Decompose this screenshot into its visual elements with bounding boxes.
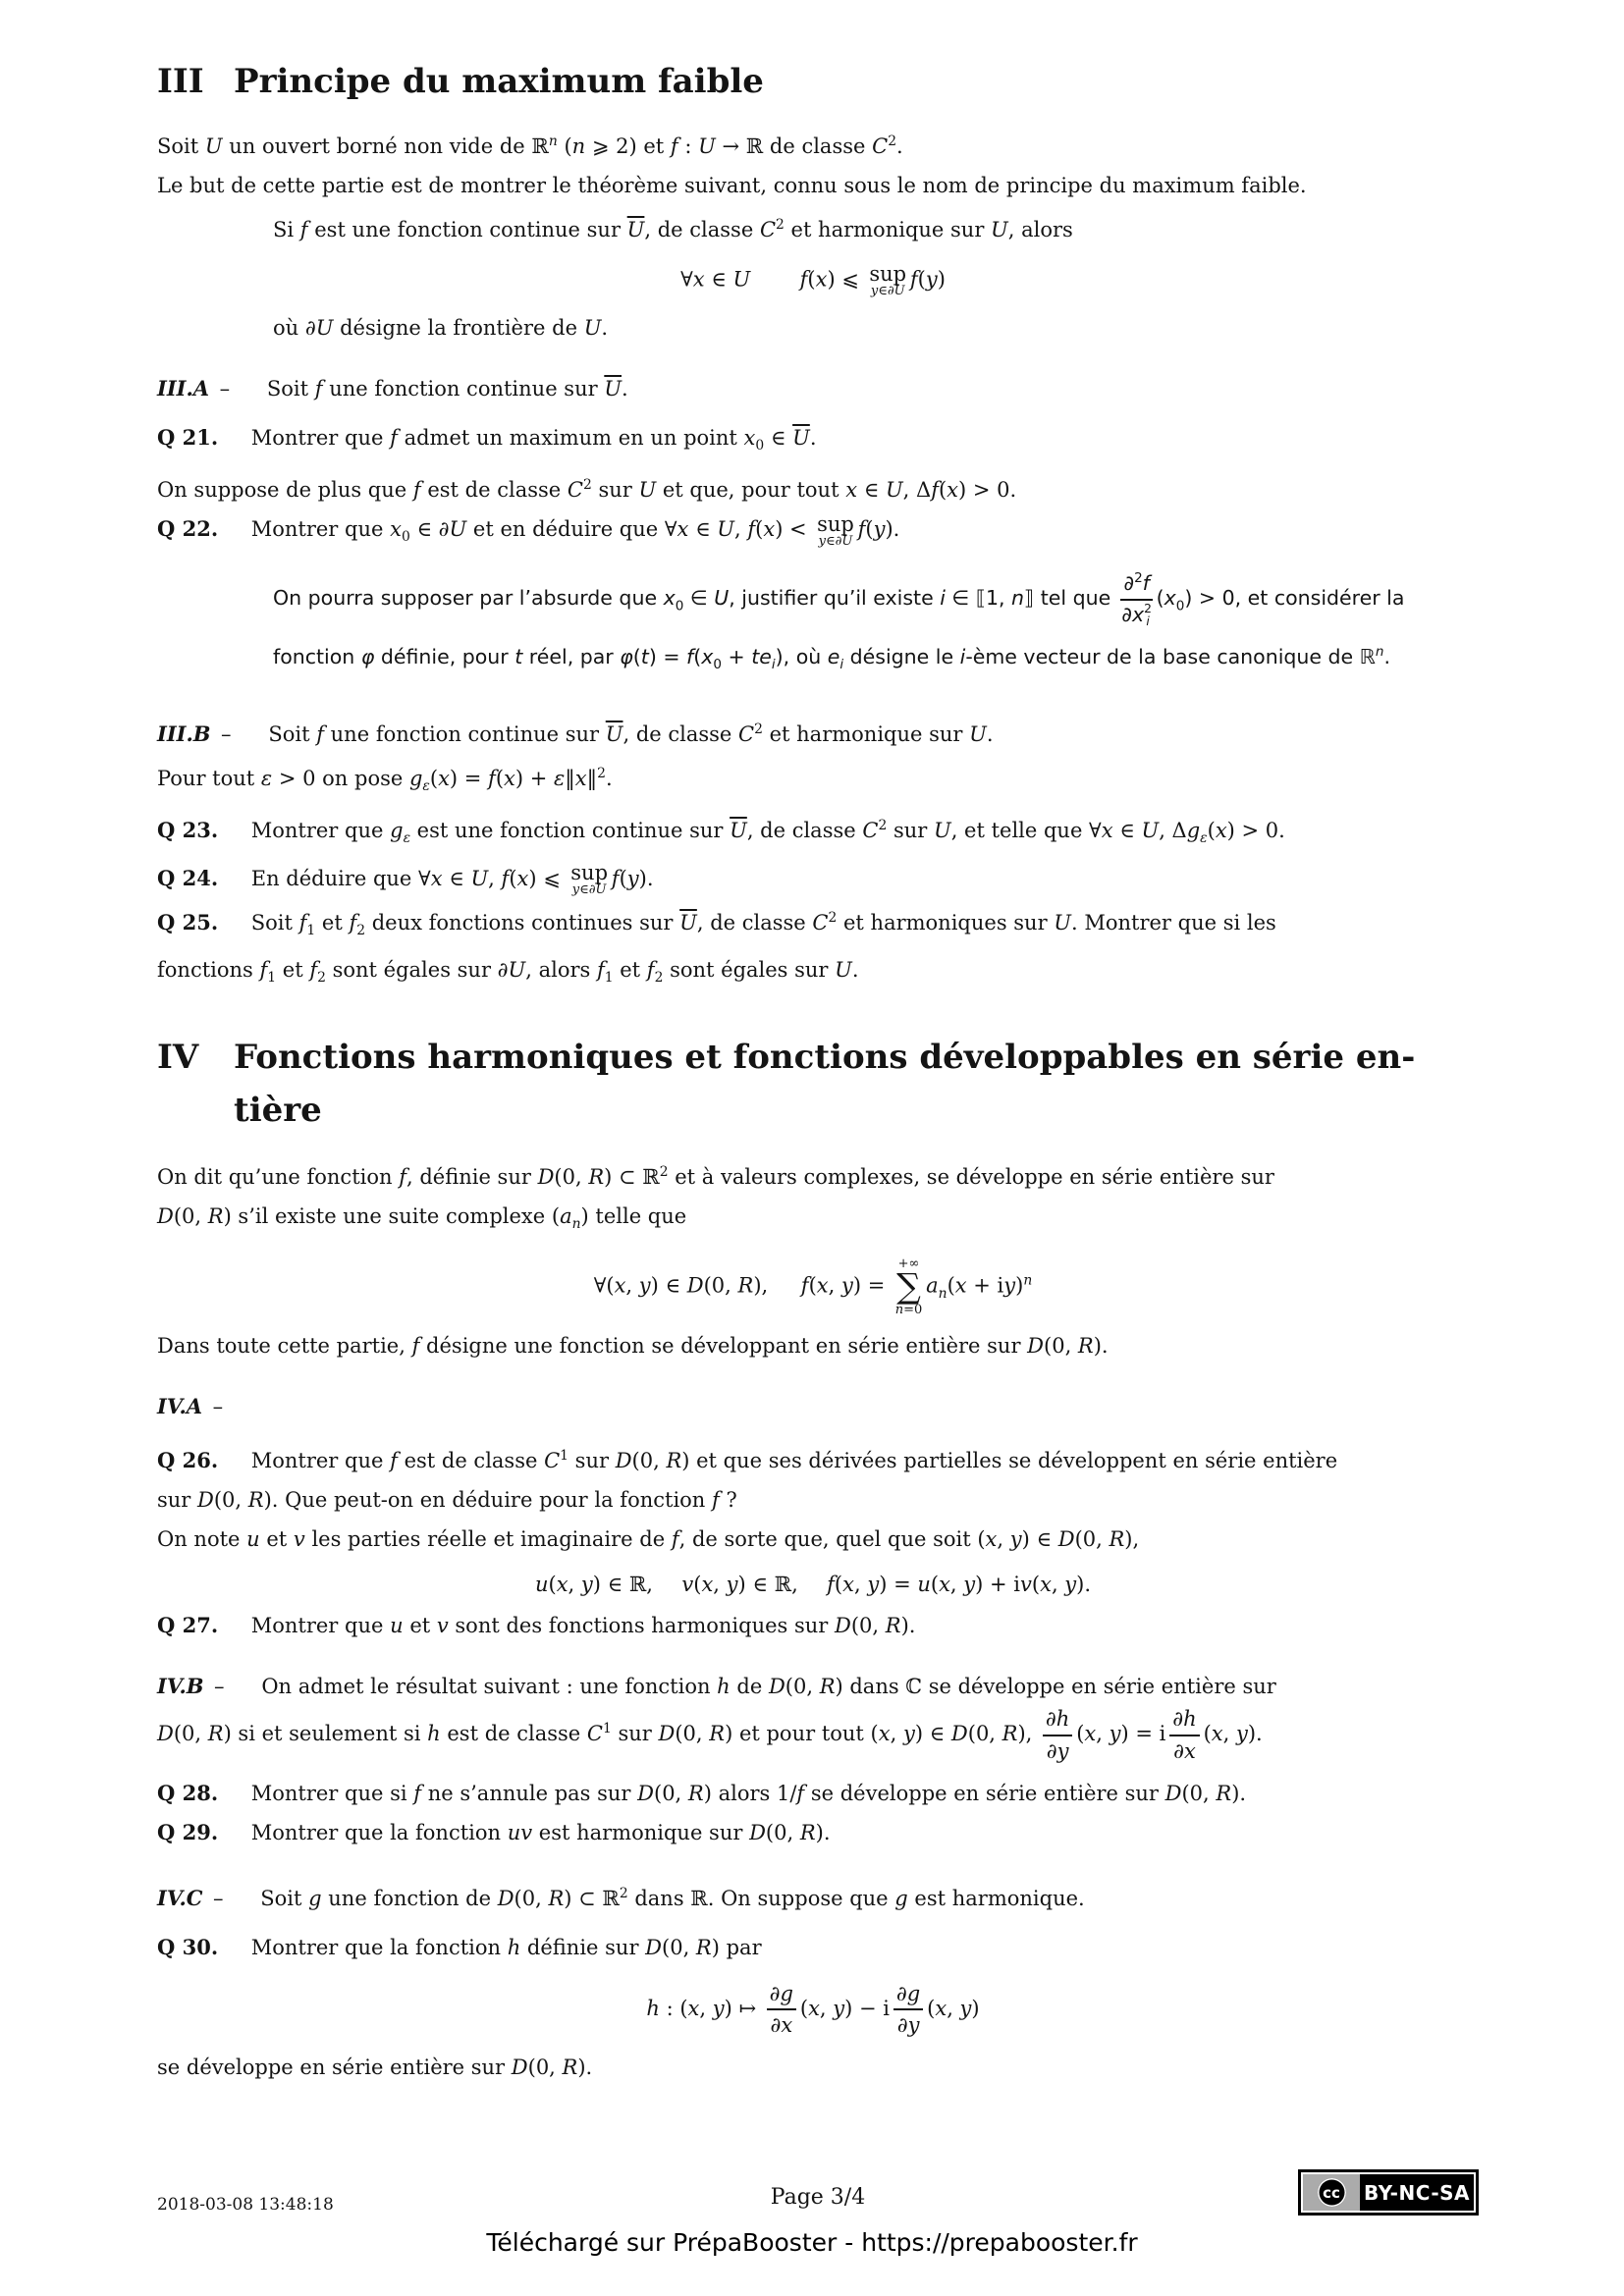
- section-iv-title-line-2: tière: [234, 1091, 322, 1131]
- section-iii-heading: [157, 55, 1469, 108]
- subsection-iv-b-line-2: D(0, R) si et seulement si h est de classe $C^1$ sur D(0, R) et pour tout (x, y) ∈ D(0, R), $\frac{\partial h}{\partial y}$ (x, y) = i $\frac{\partial h}{\partial x}$ (x, y).: [157, 1707, 1263, 1763]
- para-iv-intro-2: D(0, R) s’il existe une suite complexe $(a_n)$ telle que: [157, 1204, 687, 1233]
- para-iv-intro-1: On dit qu’une fonction f, définie sur D(0, R) ⊂ ℝ$^2$ et à valeurs complexes, se développe en série entière sur: [157, 1164, 1274, 1190]
- question-30: Q 30. Montrer que la fonction h définie sur D(0, R) par: [157, 1934, 762, 1959]
- section-iv-number: IV: [157, 1038, 199, 1078]
- para-pour-tout: Pour tout ε > 0 on pose $g_\varepsilon(x) = f(x)$ + ε‖x‖$^2$.: [157, 766, 613, 795]
- subsection-iii-b: III.B – Soit f une fonction continue sur $\overline{U}$, de classe $C^2$ et harmonique sur U.: [157, 721, 994, 747]
- subsection-iv-c: IV.C – Soit g une fonction de D(0, R) ⊂ ℝ$^2$ dans ℝ. On suppose que g est harmonique.: [157, 1885, 1085, 1910]
- cc-license-badge: [1298, 2169, 1479, 2216]
- subsection-iv-a: IV.A –: [157, 1394, 224, 1419]
- footer-page-number: Page 3/4: [770, 2185, 866, 2210]
- para-boundary-note: où ∂U désigne la frontière de U.: [273, 315, 609, 340]
- question-25-line-2: fonctions $f_1$ et $f_2$ sont égales sur ∂U, alors $f_1$ et $f_2$ sont égales sur U.: [157, 957, 859, 987]
- para-dans-toute: Dans toute cette partie, f désigne une fonction se développant en série entière sur D(0, R).: [157, 1334, 1109, 1359]
- question-25-line-1: Q 25. Soit $f_1$ et $f_2$ deux fonctions continues sur $\overline{U}$, de classe $C^2$ et harmoniques sur U. Montrer que si les: [157, 909, 1276, 938]
- question-29: Q 29. Montrer que la fonction uv est harmonique sur D(0, R).: [157, 1819, 831, 1844]
- para-on-note: On note u et v les parties réelle et imaginaire de f, de sorte que, quel que soit (x, y) ∈ D(0, R),: [157, 1527, 1140, 1552]
- question-22: Q 22. Montrer que $x_0$ ∈ ∂U et en déduire que ∀x ∈ U, f(x) < sup y∈∂U f(y).: [157, 511, 900, 549]
- cc-license-label: BY-NC-SA: [1360, 2174, 1474, 2211]
- question-26-line-2: sur D(0, R). Que peut-on en déduire pour la fonction f ?: [157, 1488, 737, 1513]
- hint-block: On pourra supposer par l’absurde que $x_0$ ∈ U, justifier qu’il existe i ∈ ⟦1, n⟧ tel que ∂$^2$f ∂x 2 i $(x_0) > 0$, et considérer la fonction φ définie, pour t réel, par $\varphi(t) = f(x_0 + te_i)$, où $e_i$ désigne le i-ème vecteur de la base canonique de ℝ$^n$.: [273, 570, 1405, 673]
- section-iii-title: Principe du maximum faible: [234, 62, 764, 101]
- subsection-iv-b-line-1: IV.B – On admet le résultat suivant : une fonction h de D(0, R) dans ℂ se développe en série entière sur: [157, 1674, 1276, 1699]
- formula-power-series: ∀(x, y) ∈ D(0, R), f(x, y) = +∞ ∑ n=0 $a_n(x + iy)^n$: [593, 1256, 1033, 1317]
- footer-timestamp: 2018-03-08 13:48:18: [157, 2195, 334, 2215]
- section-iv-title: [234, 1031, 1415, 1137]
- subsection-iii-a: III.A – Soit f une fonction continue sur $\overline{U}$.: [157, 375, 628, 400]
- formula-weak-maximum: ∀x ∈ U f(x) ⩽ sup y∈∂U f(y): [680, 262, 946, 299]
- formula-real-imaginary: u(x, y) ∈ ℝ, v(x, y) ∈ ℝ, f(x, y) = u(x, y) + iv(x, y).: [534, 1573, 1092, 1597]
- question-24: Q 24. En déduire que ∀x ∈ U, f(x) ⩽ sup y∈∂U f(y).: [157, 861, 654, 898]
- section-iv-title-line-1: Fonctions harmoniques et fonctions développables en série en-: [234, 1038, 1416, 1078]
- cc-license-badge-inner: [1301, 2172, 1476, 2213]
- para-final: se développe en série entière sur D(0, R).: [157, 2056, 593, 2080]
- para-intro-2: Le but de cette partie est de montrer le théorème suivant, connu sous le nom de principe du maximum faible.: [157, 174, 1307, 197]
- question-28: Q 28. Montrer que si f ne s’annule pas sur D(0, R) alors 1/f se développe en série entière sur D(0, R).: [157, 1780, 1247, 1805]
- question-21: Q 21. Montrer que f admet un maximum en un point $x_0$ ∈ $\overline{U}$.: [157, 424, 817, 454]
- cc-icon: cc: [1318, 2178, 1346, 2207]
- question-27: Q 27. Montrer que u et v sont des fonctions harmoniques sur D(0, R).: [157, 1613, 916, 1638]
- question-26-line-1: Q 26. Montrer que f est de classe $C^1$ sur D(0, R) et que ses dérivées partielles se développent en série entière: [157, 1448, 1338, 1473]
- cc-icon-panel: [1303, 2174, 1360, 2211]
- page-footer: [157, 2167, 1479, 2218]
- question-23: Q 23. Montrer que $g_\varepsilon$ est une fonction continue sur $\overline{U}$, de classe $C^2$ sur U, et telle que ∀x ∈ U, $\Delta g_\varepsilon(x) > 0$.: [157, 818, 1285, 847]
- download-attribution-link[interactable]: Téléchargé sur PrépaBooster - https://prepabooster.fr: [486, 2228, 1138, 2257]
- section-iv-heading: [157, 1031, 1469, 1137]
- para-intro-1: Soit U un ouvert borné non vide de ℝ$^n$ (n ⩾ 2) et f : U → ℝ de classe $C^2$.: [157, 133, 903, 158]
- para-theorem-intro: Si f est une fonction continue sur $\overline{U}$, de classe $C^2$ et harmonique sur U, alors: [273, 217, 1073, 241]
- formula-h-definition: h : (x, y) ↦ $\frac{\partial g}{\partial x}$ (x, y) − i $\frac{\partial g}{\partial y}$ (x, y): [646, 1981, 980, 2038]
- section-iii-number: III: [157, 62, 204, 101]
- para-suppose: On suppose de plus que f est de classe $C^2$ sur U et que, pour tout x ∈ U, Δf(x) > 0.: [157, 476, 1017, 502]
